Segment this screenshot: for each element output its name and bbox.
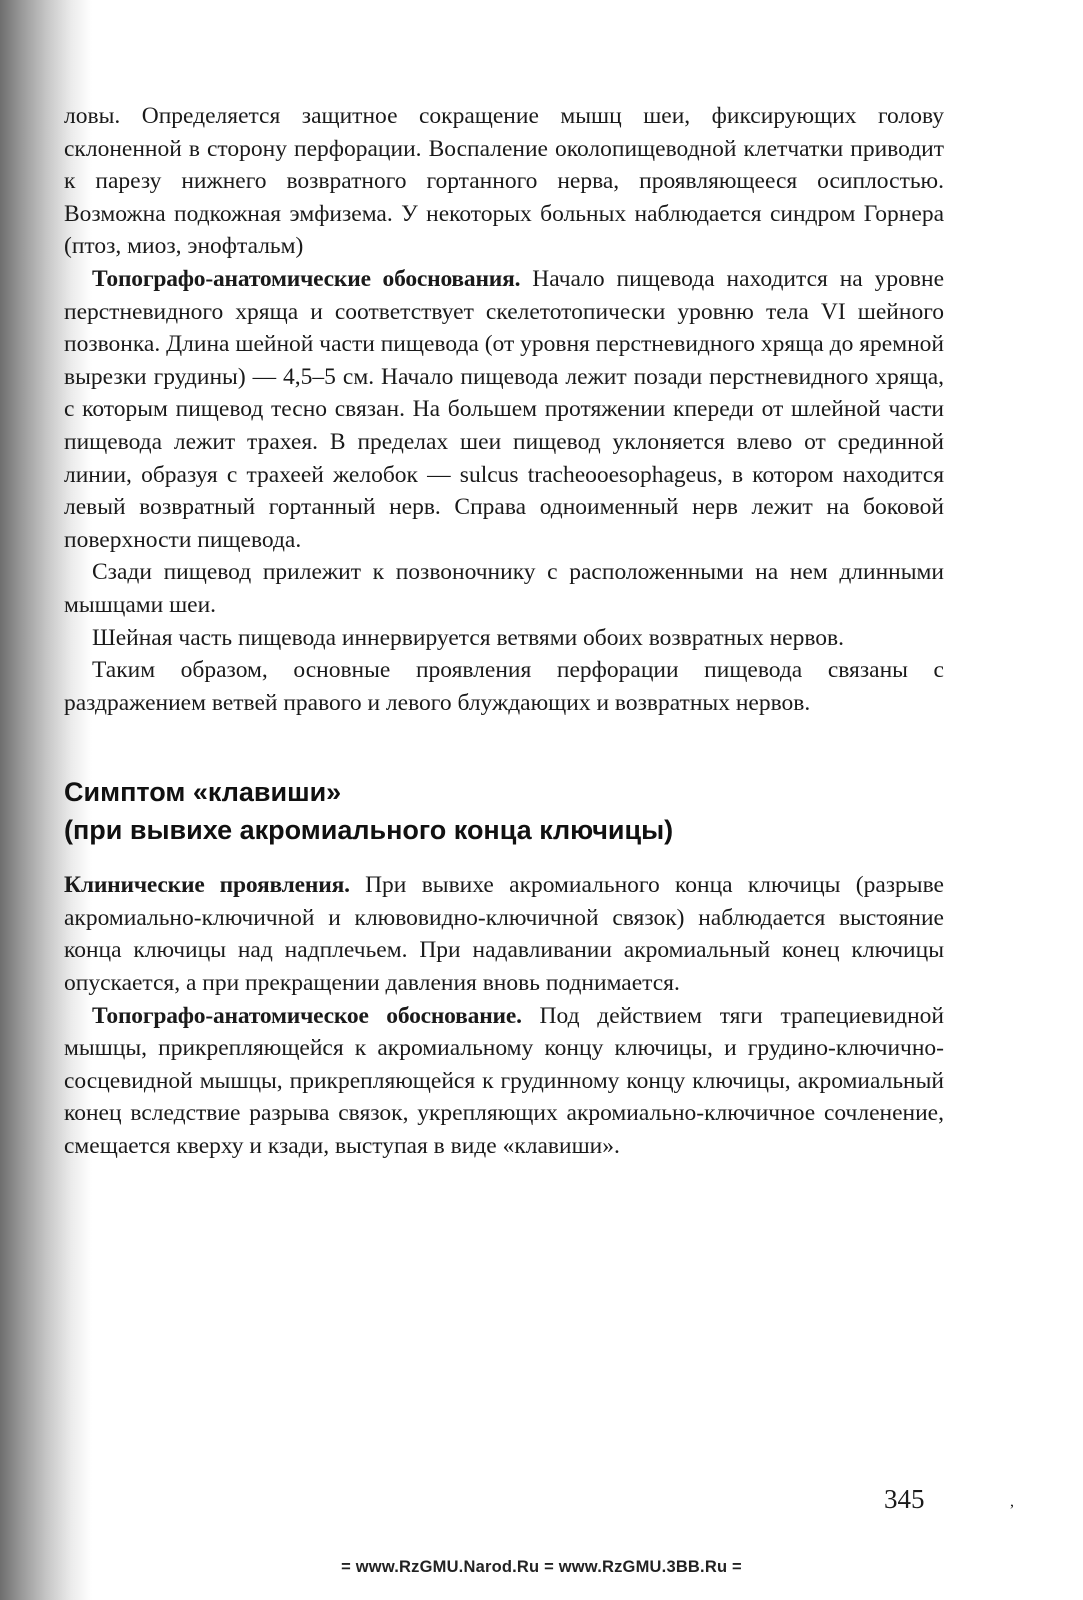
- paragraph-text: Начало пищевода находится на уровне перстневидного хряща и соответствует скелетотопически уровню тела VI шейного позвонка. Длина шейной части пищевода (от уровня перстневидного хряща до яремной вырезки грудины) — 4,5–5 см. Начало пищевода лежит позади перстневидного хряща, с которым пищевод тесно связан. На большем протяжении кпереди от шлейной части пищевода лежит трахея. В пределах шеи пищевод уклоняется влево от срединной линии, образуя с трахеей желобок — sulcus tracheooesophageus, в котором находится левый возвратный гортанный нерв. Справа одноименный нерв лежит на боковой поверхности пищевода.: [64, 265, 945, 553]
- page-body: [64, 100, 944, 1163]
- paragraph-text: При вывихе акромиального конца ключицы (разрыве акромиально-ключичной и клювовидно-ключичной связок) наблюдается выстояние конца ключицы над надплечьем. При надавливании акромиальный конец ключицы опускается, а при прекращении давления вновь поднимается.: [64, 872, 944, 997]
- footer-watermark-text: = www.RzGMU.Narod.Ru = www.RzGMU.3BB.Ru =: [341, 1558, 742, 1576]
- paragraph-text: Сзади пищевод прилежит к позвоночнику с расположенными на нем длинными мышцами шеи.: [64, 559, 944, 618]
- paragraph-topographic-rationale: [64, 263, 944, 556]
- page-number: 345: [884, 1484, 925, 1514]
- paragraph-text: Таким образом, основные проявления перфорации пищевода связаны с раздражением ветвей правого и левого блуждающих и возвратных нервов.: [64, 657, 944, 716]
- paragraph-continuation: [64, 100, 944, 263]
- paragraph-text: Под действием тяги трапециевидной мышцы, прикрепляющейся к акромиальному концу ключицы, и грудино-ключично-сосцевидной мышцы, прикрепляющейся к грудинному концу ключицы, акромиальный конец вследствие разрыва связок, укрепляющих акромиально-ключичное сочленение, смещается кверху и кзади, выступая в виде «клавиши».: [64, 1002, 945, 1160]
- paragraph-lead: Топографо-анатомическое обоснование.: [92, 1002, 522, 1029]
- paragraph-lead: Топографо-анатомические обоснования.: [92, 265, 521, 292]
- section-title-line-1: Симптом «клавиши»: [64, 777, 342, 808]
- page-mark: ,: [1010, 1493, 1014, 1510]
- paragraph-text: Шейная часть пищевода иннервируется ветвями обоих возвратных нервов.: [92, 624, 844, 651]
- section-title: [64, 773, 944, 849]
- paragraph-posterior: [64, 556, 944, 621]
- paragraph-innervation: [64, 622, 944, 655]
- paragraph-text: ловы. Определяется защитное сокращение мышц шеи, фиксирующих голову склоненной в сторону перфорации. Воспаление околопищеводной клетчатки приводит к парезу нижнего возвратного гортанного нерва, проявляющееся осиплостью. Возможна подкожная эмфизема. У некоторых больных наблюдается синдром Горнера (птоз, миоз, энофтальм): [64, 103, 944, 260]
- paragraph-lead: Клинические проявления.: [64, 872, 350, 899]
- paragraph-conclusion: [64, 654, 944, 719]
- paragraph-topographic-rationale-2: [64, 1000, 944, 1163]
- paragraph-clinical: [64, 869, 944, 999]
- section-title-line-2: (при вывихе акромиального конца ключицы): [64, 815, 674, 846]
